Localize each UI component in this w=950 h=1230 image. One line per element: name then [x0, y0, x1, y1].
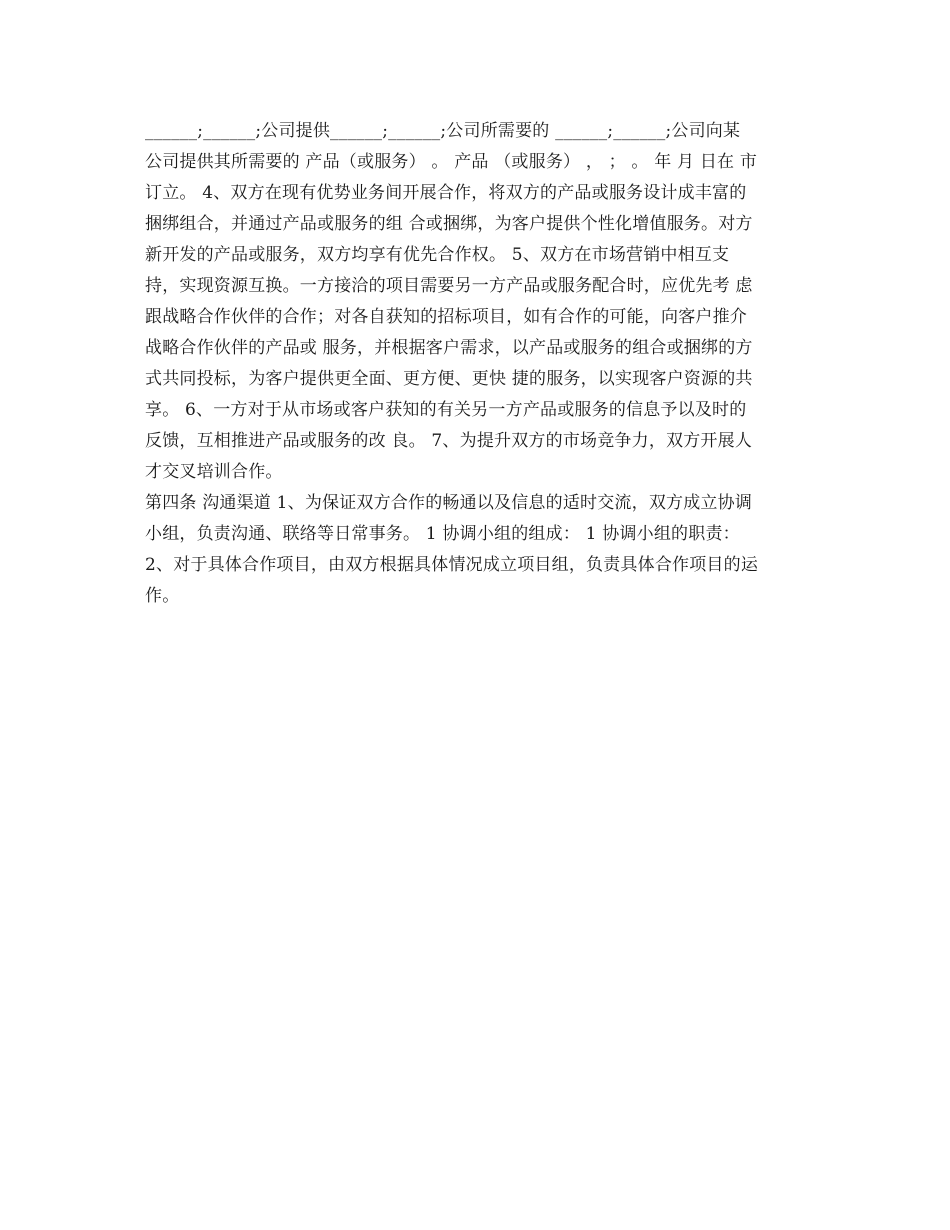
text-line-14: 小组，负责沟通、联络等日常事务。 1 协调小组的组成： 1 协调小组的职责：	[145, 524, 740, 544]
text-line-4: 捆绑组合，并通过产品或服务的组 合或捆绑，为客户提供个性化增值服务。对方	[145, 214, 753, 234]
text-line-5: 新开发的产品或服务，双方均享有优先合作权。 5、双方在市场营销中相互支	[145, 245, 730, 265]
text-line-12: 才交叉培训合作。	[145, 462, 283, 482]
text-line-9: 式共同投标，为客户提供更全面、更方便、更快 捷的服务，以实现客户资源的共	[145, 369, 753, 389]
text-line-10: 享。 6、一方对于从市场或客户获知的有关另一方产品或服务的信息予以及时的	[145, 400, 747, 420]
text-line-11: 反馈，互相推进产品或服务的改 良。 7、为提升双方的市场竞争力，双方开展人	[145, 431, 753, 451]
text-line-6: 持，实现资源互换。一方接洽的项目需要另一方产品或服务配合时，应优先考 虑	[145, 276, 753, 296]
text-line-1: ______;______;公司提供______;______;公司所需要的 ______;______;公司向某	[145, 121, 741, 141]
text-line-7: 跟战略合作伙伴的合作；对各自获知的招标项目，如有合作的可能，向客户推介	[145, 307, 747, 327]
text-line-3: 订立。 4、双方在现有优势业务间开展合作，将双方的产品或服务设计成丰富的	[145, 183, 747, 203]
text-line-8: 战略合作伙伴的产品或 服务，并根据客户需求，以产品或服务的组合或捆绑的方	[145, 338, 753, 358]
document-body	[145, 116, 815, 612]
section-heading-line: 第四条 沟通渠道 1、为保证双方合作的畅通以及信息的适时交流，双方成立协调	[145, 493, 753, 513]
text-line-2: 公司提供其所需要的 产品（或服务） 。 产品 （或服务） ， ； 。 年 月 日在 市	[145, 152, 758, 172]
text-line-15: 2、对于具体合作项目，由双方根据具体情况成立项目组，负责具体合作项目的运	[145, 555, 759, 575]
text-line-16: 作。	[145, 586, 180, 606]
